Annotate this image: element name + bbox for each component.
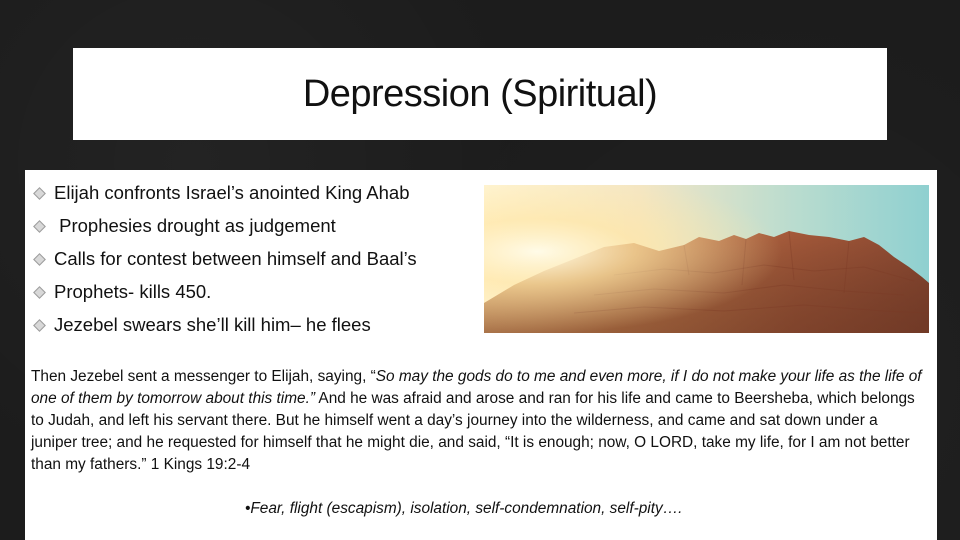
mountain-sunrise-image: [484, 185, 929, 333]
diamond-bullet-icon: [33, 220, 45, 232]
bullet-text: Elijah confronts Israel’s anointed King Ahab: [54, 181, 410, 203]
passage-intro: Then Jezebel sent a messenger to Elijah, saying, “: [31, 368, 376, 385]
scripture-passage: [31, 366, 926, 476]
bullet-item: [33, 275, 493, 308]
passage-quote: So may the gods do to me and even more, if I do not make your life as the life of one of them by tomorrow about this time.”: [31, 368, 922, 407]
bullet-text: Prophesies drought as judgement: [54, 214, 336, 236]
content-panel: [25, 170, 937, 540]
bullet-list: [33, 176, 493, 341]
diamond-bullet-icon: [33, 253, 45, 265]
bullet-text: Jezebel swears she’ll kill him– he flees: [54, 313, 371, 335]
diamond-bullet-icon: [33, 319, 45, 331]
summary-line: •Fear, flight (escapism), isolation, self-condemnation, self-pity….: [245, 500, 683, 517]
diamond-bullet-icon: [33, 187, 45, 199]
bullet-item: [33, 308, 493, 341]
bullet-item: [33, 242, 493, 275]
title-banner: [73, 48, 887, 140]
passage-rest: And he was afraid and arose and ran for his life and came to Beersheba, which belongs to Judah, and left his servant there. But he himself went a day’s journey into the wilderness, and came and sat down under a juniper tree; and he requested for himself that he might die, and said, “It is enough; now, O LORD, take my life, for I am not better than my fathers.” 1 Kings 19:2-4: [31, 390, 915, 473]
bullet-item: [33, 209, 493, 242]
slide-title: Depression (Spiritual): [302, 72, 658, 115]
diamond-bullet-icon: [33, 286, 45, 298]
bullet-item: [33, 176, 493, 209]
bullet-text: Prophets- kills 450.: [54, 280, 212, 302]
bullet-text: Calls for contest between himself and Baal’s: [54, 247, 417, 269]
